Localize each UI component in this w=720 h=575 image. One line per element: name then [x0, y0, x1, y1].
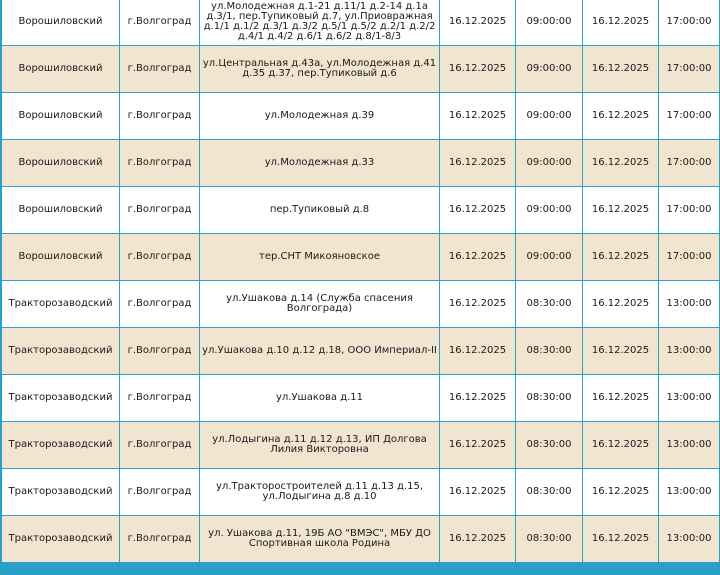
start-date-cell: 16.12.2025 — [440, 516, 516, 563]
start-date-cell: 16.12.2025 — [440, 187, 516, 234]
table-row — [2, 0, 720, 46]
table-row — [2, 516, 720, 563]
district-cell: Тракторозаводский — [2, 422, 120, 469]
city-cell: г.Волгоград — [120, 46, 200, 93]
district-cell: Тракторозаводский — [2, 469, 120, 516]
city-cell: г.Волгоград — [120, 234, 200, 281]
district-cell: Тракторозаводский — [2, 516, 120, 563]
table-row — [2, 469, 720, 516]
end-time-cell: 17:00:00 — [659, 46, 720, 93]
end-time-cell: 17:00:00 — [659, 234, 720, 281]
address-cell: ул. Ушакова д.11, 19Б АО "ВМЭС", МБУ ДО Спортивная школа Родина — [200, 516, 440, 563]
table-row — [2, 140, 720, 187]
end-time-cell: 13:00:00 — [659, 469, 720, 516]
end-time-cell: 17:00:00 — [659, 187, 720, 234]
district-cell: Ворошиловский — [2, 93, 120, 140]
address-cell: ул.Центральная д.43а, ул.Молодежная д.41 д.35 д.37, пер.Тупиковый д.6 — [200, 46, 440, 93]
district-cell: Ворошиловский — [2, 0, 120, 46]
address-cell: ул.Ушакова д.11 — [200, 375, 440, 422]
address-cell: ул.Молодежная д.1-21 д.11/1 д.2-14 д.1а д.3/1, пер.Тупиковый д.7, ул.Приовражная д.1/1 д.1/2 д.3/1 д.3/2 д.5/1 д.5/2 д.2/1 д.2/2 д.4/1 д.4/2 д.6/1 д.6/2 д.8/1-8/3 — [200, 0, 440, 46]
start-time-cell: 08:30:00 — [516, 375, 583, 422]
start-date-cell: 16.12.2025 — [440, 422, 516, 469]
address-cell: ул.Ушакова д.10 д.12 д.18, ООО Империал-II — [200, 328, 440, 375]
table-row — [2, 328, 720, 375]
start-time-cell: 09:00:00 — [516, 93, 583, 140]
table-row — [2, 375, 720, 422]
address-cell: пер.Тупиковый д.8 — [200, 187, 440, 234]
address-cell: ул.Молодежная д.33 — [200, 140, 440, 187]
start-date-cell: 16.12.2025 — [440, 234, 516, 281]
end-date-cell: 16.12.2025 — [583, 187, 659, 234]
start-time-cell: 09:00:00 — [516, 46, 583, 93]
district-cell: Ворошиловский — [2, 46, 120, 93]
city-cell: г.Волгоград — [120, 469, 200, 516]
district-cell: Ворошиловский — [2, 140, 120, 187]
end-time-cell: 13:00:00 — [659, 281, 720, 328]
address-cell: ул.Молодежная д.39 — [200, 93, 440, 140]
end-date-cell: 16.12.2025 — [583, 516, 659, 563]
start-time-cell: 08:30:00 — [516, 328, 583, 375]
end-date-cell: 16.12.2025 — [583, 328, 659, 375]
city-cell: г.Волгоград — [120, 187, 200, 234]
district-cell: Ворошиловский — [2, 187, 120, 234]
city-cell: г.Волгоград — [120, 281, 200, 328]
address-cell: ул.Ушакова д.14 (Служба спасения Волгограда) — [200, 281, 440, 328]
address-cell: ул.Тракторостроителей д.11 д.13 д.15, ул.Лодыгина д.8 д.10 — [200, 469, 440, 516]
outage-table — [1, 0, 720, 563]
city-cell: г.Волгоград — [120, 375, 200, 422]
end-date-cell: 16.12.2025 — [583, 93, 659, 140]
end-date-cell: 16.12.2025 — [583, 375, 659, 422]
start-time-cell: 08:30:00 — [516, 516, 583, 563]
district-cell: Тракторозаводский — [2, 328, 120, 375]
start-time-cell: 08:30:00 — [516, 469, 583, 516]
start-date-cell: 16.12.2025 — [440, 0, 516, 46]
city-cell: г.Волгоград — [120, 93, 200, 140]
end-date-cell: 16.12.2025 — [583, 469, 659, 516]
start-date-cell: 16.12.2025 — [440, 375, 516, 422]
end-time-cell: 17:00:00 — [659, 93, 720, 140]
district-cell: Тракторозаводский — [2, 375, 120, 422]
table-row — [2, 281, 720, 328]
start-date-cell: 16.12.2025 — [440, 469, 516, 516]
start-time-cell: 09:00:00 — [516, 234, 583, 281]
end-time-cell: 13:00:00 — [659, 375, 720, 422]
start-time-cell: 08:30:00 — [516, 422, 583, 469]
table-row — [2, 234, 720, 281]
start-time-cell: 09:00:00 — [516, 0, 583, 46]
end-time-cell: 13:00:00 — [659, 422, 720, 469]
start-date-cell: 16.12.2025 — [440, 140, 516, 187]
end-time-cell: 17:00:00 — [659, 0, 720, 46]
start-time-cell: 08:30:00 — [516, 281, 583, 328]
end-date-cell: 16.12.2025 — [583, 140, 659, 187]
end-date-cell: 16.12.2025 — [583, 281, 659, 328]
address-cell: тер.СНТ Микояновское — [200, 234, 440, 281]
end-date-cell: 16.12.2025 — [583, 422, 659, 469]
start-time-cell: 09:00:00 — [516, 140, 583, 187]
city-cell: г.Волгоград — [120, 422, 200, 469]
start-date-cell: 16.12.2025 — [440, 93, 516, 140]
table-body — [2, 0, 720, 563]
start-date-cell: 16.12.2025 — [440, 328, 516, 375]
end-time-cell: 17:00:00 — [659, 140, 720, 187]
table-row — [2, 187, 720, 234]
table-row — [2, 422, 720, 469]
end-date-cell: 16.12.2025 — [583, 0, 659, 46]
district-cell: Ворошиловский — [2, 234, 120, 281]
start-time-cell: 09:00:00 — [516, 187, 583, 234]
district-cell: Тракторозаводский — [2, 281, 120, 328]
end-time-cell: 13:00:00 — [659, 328, 720, 375]
address-cell: ул.Лодыгина д.11 д.12 д.13, ИП Долгова Лилия Викторовна — [200, 422, 440, 469]
end-date-cell: 16.12.2025 — [583, 234, 659, 281]
start-date-cell: 16.12.2025 — [440, 46, 516, 93]
table-row — [2, 93, 720, 140]
end-time-cell: 13:00:00 — [659, 516, 720, 563]
table-row — [2, 46, 720, 93]
start-date-cell: 16.12.2025 — [440, 281, 516, 328]
city-cell: г.Волгоград — [120, 516, 200, 563]
city-cell: г.Волгоград — [120, 140, 200, 187]
end-date-cell: 16.12.2025 — [583, 46, 659, 93]
city-cell: г.Волгоград — [120, 328, 200, 375]
city-cell: г.Волгоград — [120, 0, 200, 46]
